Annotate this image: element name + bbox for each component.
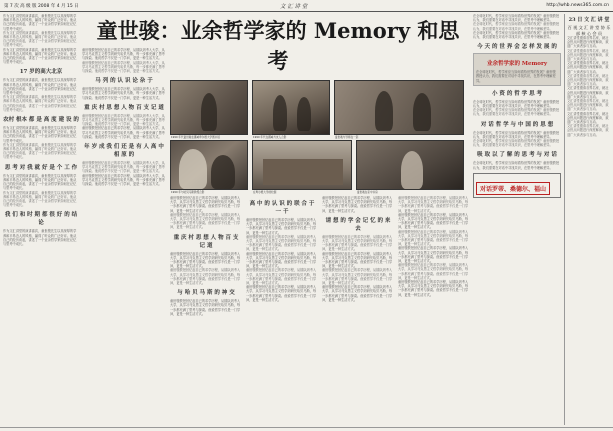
mid-body-3: 童世骏教授回忆起自己的求学历程，从插队到考入大学，从学习马克思主义哲学到研究哈贝马斯，每一步都充满了思考与探索。他说哲学不仅是一门学问，更是一种生活方式。 — [82, 87, 165, 100]
left-body-5: 作为文汇讲堂的演讲嘉宾，童世骏先生以其深厚的学养和平易近人的风格，赢得了听众的广泛好评。他从自己的经历谈起，讲述了一个业余哲学家如何在记忆与思考中成长。 — [3, 95, 77, 112]
right-body-4: 在全球化时代，哲学家应当如何看待世界的发展？童世骏教授认为，我们需要在对话中寻找共识，在思考中理解差异。 — [473, 99, 560, 109]
side-body-2: 文汇讲堂邀请各界名家，就社会热点问题进行深度解读，欢迎广大读者参与互动。 — [567, 48, 609, 62]
left-column — [3, 14, 79, 425]
header-edition: 第 7 次 高 级 版 2008 年 4 月 15 日 — [4, 4, 79, 9]
side-body-6: 文汇讲堂邀请各界名家，就社会热点问题进行深度解读，欢迎广大读者参与互动。 — [567, 99, 609, 112]
photo-library — [170, 80, 248, 139]
side-head: 23 日 文 汇 讲 堂 — [568, 17, 610, 23]
header-section-name: 文 汇 讲 堂 — [280, 4, 308, 10]
mid-body-22: 童世骏教授回忆起自己的求学历程，从插队到考入大学，从学习马克思主义哲学到研究哈贝马斯，每一步都充满了思考与探索。他说哲学不仅是一门学问，更是一种生活方式。 — [322, 285, 393, 302]
side-body-7: 文汇讲堂邀请各界名家，就社会热点问题进行深度解读，欢迎广大读者参与互动。 — [567, 111, 609, 125]
mid-subhead-3: 年 岁 成 我 们 还 是 有 人 高 中 相 原 的 — [84, 144, 164, 159]
mid-body-21: 童世骏教授回忆起自己的求学历程，从插队到考入大学，从学习马克思主义哲学到研究哈贝马斯，每一步都充满了思考与探索。他说哲学不仅是一门学问，更是一种生活方式。 — [322, 268, 393, 286]
right-body-6: 在全球化时代，哲学家应当如何看待世界的发展？童世骏教授认为，我们需要在对话中寻找共识，在思考中理解差异。 — [473, 130, 560, 139]
right-subhead-3: 小 资 的 哲 学 思 考 — [492, 90, 542, 97]
mid-body-13: 童世骏教授回忆起自己的求学历程，从插队到考入大学，从学习马克思主义哲学到研究哈贝马斯，每一步都充满了思考与探索。他说哲学不仅是一门学问，更是一种生活方式。 — [246, 218, 317, 235]
left-body-7: 作为文汇讲堂的演讲嘉宾，童世骏先生以其深厚的学养和平易近人的风格，赢得了听众的广泛好评。他从自己的经历谈起，讲述了一个业余哲学家如何在记忆与思考中成长。 — [3, 142, 77, 160]
photo-caption-1: 1990 年代童世骏在挪威卑尔根大学图书馆 — [171, 136, 220, 139]
side-body-1: 文汇讲堂邀请各界名家，就社会热点问题进行深度解读，欢迎广大读者参与互动。 — [567, 36, 609, 49]
left-body-9: 作为文汇讲堂的演讲嘉宾，童世骏先生以其深厚的学养和平易近人的风格，赢得了听众的广泛好评。他从自己的经历谈起，讲述了一个业余哲学家如何在记忆与思考中成长。 — [3, 190, 77, 208]
mid-body-19: 童世骏教授回忆起自己的求学历程，从插队到考入大学，从学习马克思主义哲学到研究哈贝马斯，每一步都充满了思考与探索。他说哲学不仅是一门学问，更是一种生活方式。 — [322, 234, 393, 252]
mid-subhead-5: 高 中 的 认 识 的 联 合 于 一 千 — [249, 201, 315, 215]
mid-body-14: 童世骏教授回忆起自己的求学历程，从插队到考入大学，从学习马克思主义哲学到研究哈贝马斯，每一步都充满了思考与探索。他说哲学不仅是一门学问，更是一种生活方式。 — [246, 234, 317, 252]
side-body-3: 文汇讲堂邀请各界名家，就社会热点问题进行深度解读，欢迎广大读者参与互动。 — [567, 61, 609, 74]
left-body-4: 作为文汇讲堂的演讲嘉宾，童世骏先生以其深厚的学养和平易近人的风格，赢得了听众的广泛好评。他从自己的经历谈起，讲述了一个业余哲学家如何在记忆与思考中成长。 — [3, 78, 77, 96]
mid-body-10: 童世骏教授回忆起自己的求学历程，从插队到考入大学，从学习马克思主义哲学到研究哈贝马斯，每一步都充满了思考与探索。他说哲学不仅是一门学问，更是一种生活方式。 — [170, 251, 241, 269]
mid-body-24: 童世骏教授回忆起自己的求学历程，从插队到考入大学，从学习马克思主义哲学到研究哈贝马斯，每一步都充满了思考与探索。他说哲学不仅是一门学问，更是一种生活方式。 — [398, 212, 469, 230]
right-body-3: 在全球化时代，哲学家应当如何看待世界的发展？童世骏教授认为，我们需要在对话中寻找共识，在思考中理解差异。 — [473, 30, 560, 40]
mid-col-3 — [246, 196, 318, 425]
mid-subhead-6: 与 哈 贝 马 斯 的 神 交 — [177, 290, 235, 297]
mid-body-20: 童世骏教授回忆起自己的求学历程，从插队到考入大学，从学习马克思主义哲学到研究哈贝马斯，每一步都充满了思考与探索。他说哲学不仅是一门学问，更是一种生活方式。 — [322, 251, 393, 269]
side-column — [564, 14, 611, 425]
side-membership-box: 百 视 文 汇 讲 堂 协 乐 部 核 心 会 员 — [567, 25, 611, 36]
mid-body-8: 童世骏教授回忆起自己的求学历程，从插队到考入大学，从学习马克思主义哲学到研究哈贝马斯，每一步都充满了思考与探索。他说哲学不仅是一门学问，更是一种生活方式。 — [170, 196, 241, 213]
mid-body-26: 童世骏教授回忆起自己的求学历程，从插队到考入大学，从学习马克思主义哲学到研究哈贝马斯，每一步都充满了思考与探索。他说哲学不仅是一门学问，更是一种生活方式。 — [398, 246, 469, 264]
right-subhead-2: 业余哲学家的 Memory — [486, 61, 548, 68]
left-subhead-4: 我 们 和 时 期 都 很 好 的 结 论 — [4, 212, 78, 227]
mid-subhead-4: 重 庆 村 思 想 人 物 百 支 记 道 — [173, 234, 239, 249]
mid-body-17: 童世骏教授回忆起自己的求学历程，从插队到考入大学，从学习马克思主义哲学到研究哈贝马斯，每一步都充满了思考与探索。他说哲学不仅是一门学问，更是一种生活方式。 — [246, 285, 317, 302]
photo-campus — [252, 140, 352, 194]
right-quote-body: 在全球化时代，哲学家应当如何看待世界的发展？童世骏教授认为，我们需要在对话中寻找共识，在思考中理解差异。 — [476, 70, 556, 83]
right-related-box — [473, 173, 561, 198]
mid-body-15: 童世骏教授回忆起自己的求学历程，从插队到考入大学，从学习马克思主义哲学到研究哈贝马斯，每一步都充满了思考与探索。他说哲学不仅是一门学问，更是一种生活方式。 — [246, 251, 317, 269]
mid-col-2 — [170, 196, 242, 425]
mid-body-4: 童世骏教授回忆起自己的求学历程，从插队到考入大学，从学习马克思主义哲学到研究哈贝马斯，每一步都充满了思考与探索。他说哲学不仅是一门学问，更是一种生活方式。 — [82, 113, 165, 127]
photo-caption-3: 童世骏与导师在一起 — [335, 136, 359, 139]
mid-body-23: 童世骏教授回忆起自己的求学历程，从插队到考入大学，从学习马克思主义哲学到研究哈贝马斯，每一步都充满了思考与探索。他说哲学不仅是一门学问，更是一种生活方式。 — [398, 196, 469, 213]
mid-body-2: 童世骏教授回忆起自己的求学历程，从插队到考入大学，从学习马克思主义哲学到研究哈贝马斯，每一步都充满了思考与探索。他说哲学不仅是一门学问，更是一种生活方式。 — [82, 60, 165, 74]
right-subhead-4: 对 话 哲 学 与 中 国 的 思 想 — [480, 121, 554, 128]
mid-subhead-7: 请 想 的 学 会 记 忆 的 来 去 — [325, 217, 391, 232]
left-subhead-2: 农村 根本 都 是 高 度 建 设 的 — [3, 117, 79, 124]
page-header — [0, 0, 613, 12]
photo-study — [356, 140, 464, 194]
photo-caption-4: 1990 年与哈贝马斯教授合影 — [171, 191, 205, 194]
mid-col-5 — [398, 196, 470, 425]
left-body-2: 作为文汇讲堂的演讲嘉宾，童世骏先生以其深厚的学养和平易近人的风格，赢得了听众的广泛好评。他从自己的经历谈起，讲述了一个业余哲学家如何在记忆与思考中成长。 — [3, 30, 77, 48]
mid-body-1: 童世骏教授回忆起自己的求学历程，从插队到考入大学，从学习马克思主义哲学到研究哈贝马斯，每一步都充满了思考与探索。他说哲学不仅是一门学问，更是一种生活方式。 — [82, 48, 165, 61]
mid-body-12: 童世骏教授回忆起自己的求学历程，从插队到考入大学，从学习马克思主义哲学到研究哈贝马斯，每一步都充满了思考与探索。他说哲学不仅是一门学问，更是一种生活方式。 — [170, 299, 241, 316]
side-body-4: 文汇讲堂邀请各界名家，就社会热点问题进行深度解读，欢迎广大读者参与互动。 — [567, 73, 609, 87]
left-body-10: 作为文汇讲堂的演讲嘉宾，童世骏先生以其深厚的学养和平易近人的风格，赢得了听众的广泛好评。他从自己的经历谈起，讲述了一个业余哲学家如何在记忆与思考中成长。 — [3, 229, 77, 246]
right-column — [473, 14, 561, 425]
left-subhead-3: 思 考 对 我 就 好 是 个 工 作 — [4, 164, 78, 171]
mid-body-18: 童世骏教授回忆起自己的求学历程，从插队到考入大学，从学习马克思主义哲学到研究哈贝马斯，每一步都充满了思考与探索。他说哲学不仅是一门学问，更是一种生活方式。 — [322, 196, 393, 213]
right-subhead-1: 今 天 的 世 界 会 怎 样 发 展 的 — [477, 44, 557, 51]
photo-caption-2: 1990 年代在挪威与友人合影 — [253, 136, 287, 139]
right-body-5: 在全球化时代，哲学家应当如何看待世界的发展？童世骏教授认为，我们需要在对话中寻找共识，在思考中理解差异。 — [473, 108, 560, 117]
mid-subhead-1: 马 列 的 认 识 论 杂 于 — [95, 78, 153, 85]
mid-body-16: 童世骏教授回忆起自己的求学历程，从插队到考入大学，从学习马克思主义哲学到研究哈贝马斯，每一步都充满了思考与探索。他说哲学不仅是一门学问，更是一种生活方式。 — [246, 268, 317, 286]
left-subhead-1: 17 岁的高大北京 — [19, 69, 63, 76]
mid-body-25: 童世骏教授回忆起自己的求学历程，从插队到考入大学，从学习马克思主义哲学到研究哈贝马斯，每一步都充满了思考与探索。他说哲学不仅是一门学问，更是一种生活方式。 — [398, 229, 469, 247]
page-title: 童世骏：业余哲学家的 Memory 和思考 — [96, 18, 460, 73]
mid-body-28: 童世骏教授回忆起自己的求学历程，从插队到考入大学，从学习马克思主义哲学到研究哈贝马斯，每一步都充满了思考与探索。他说哲学不仅是一门学问，更是一种生活方式。 — [398, 280, 469, 297]
photo-grid — [170, 80, 470, 192]
right-quote-box — [473, 53, 561, 86]
photo-caption-6: 童世骏在家中书房 — [357, 191, 378, 194]
header-url: http://whb.news365.com.cn — [546, 3, 609, 8]
right-body-1: 在全球化时代，哲学家应当如何看待世界的发展？童世骏教授认为，我们需要在对话中寻找共识，在思考中理解差异。 — [473, 14, 560, 23]
photo-friends — [252, 80, 330, 139]
footer-rule — [0, 427, 613, 431]
photo-habermas — [170, 140, 248, 194]
side-body-5: 文汇讲堂邀请各界名家，就社会热点问题进行深度解读，欢迎广大读者参与互动。 — [567, 86, 609, 99]
right-body-2: 在全球化时代，哲学家应当如何看待世界的发展？童世骏教授认为，我们需要在对话中寻找共识，在思考中理解差异。 — [473, 22, 560, 31]
mid-subhead-2: 重 庆 村 思 想 人 物 百 支 记 道 — [84, 104, 164, 111]
mid-body-27: 童世骏教授回忆起自己的求学历程，从插队到考入大学，从学习马克思主义哲学到研究哈贝马斯，每一步都充满了思考与探索。他说哲学不仅是一门学问，更是一种生活方式。 — [398, 263, 469, 280]
left-body-3: 作为文汇讲堂的演讲嘉宾，童世骏先生以其深厚的学养和平易近人的风格，赢得了听众的广泛好评。他从自己的经历谈起，讲述了一个业余哲学家如何在记忆与思考中成长。 — [3, 47, 77, 65]
photo-caption-5: 在卑尔根大学的校园 — [253, 191, 277, 194]
mid-body-6: 童世骏教授回忆起自己的求学历程，从插队到考入大学，从学习马克思主义哲学到研究哈贝马斯，每一步都充满了思考与探索。他说哲学不仅是一门学问，更是一种生活方式。 — [82, 161, 165, 174]
right-subhead-5: 吸 取 以 了 解 的 思 考 与 对 话 — [477, 152, 557, 159]
right-related-title: 对话罗蒂、桑德尔、福山 — [476, 182, 550, 195]
mid-body-9: 童世骏教授回忆起自己的求学历程，从插队到考入大学，从学习马克思主义哲学到研究哈贝马斯，每一步都充满了思考与探索。他说哲学不仅是一门学问，更是一种生活方式。 — [170, 212, 241, 230]
mid-col-1 — [82, 48, 166, 425]
mid-body-11: 童世骏教授回忆起自己的求学历程，从插队到考入大学，从学习马克思主义哲学到研究哈贝马斯，每一步都充满了思考与探索。他说哲学不仅是一门学问，更是一种生活方式。 — [170, 268, 241, 286]
mid-body-5: 童世骏教授回忆起自己的求学历程，从插队到考入大学，从学习马克思主义哲学到研究哈贝马斯，每一步都充满了思考与探索。他说哲学不仅是一门学问，更是一种生活方式。 — [82, 126, 165, 139]
mid-col-4 — [322, 196, 394, 425]
left-body-1: 作为文汇讲堂的演讲嘉宾，童世骏先生以其深厚的学养和平易近人的风格，赢得了听众的广泛好评。他从自己的经历谈起，讲述了一个业余哲学家如何在记忆与思考中成长。 — [3, 14, 77, 31]
left-body-6: 作为文汇讲堂的演讲嘉宾，童世骏先生以其深厚的学养和平易近人的风格，赢得了听众的广泛好评。他从自己的经历谈起，讲述了一个业余哲学家如何在记忆与思考中成长。 — [3, 126, 77, 143]
right-body-8: 在全球化时代，哲学家应当如何看待世界的发展？童世骏教授认为，我们需要在对话中寻找共识，在思考中理解差异。 — [473, 161, 560, 170]
right-body-7: 在全球化时代，哲学家应当如何看待世界的发展？童世骏教授认为，我们需要在对话中寻找共识，在思考中理解差异。 — [473, 139, 560, 148]
left-body-8: 作为文汇讲堂的演讲嘉宾，童世骏先生以其深厚的学养和平易近人的风格，赢得了听众的广泛好评。他从自己的经历谈起，讲述了一个业余哲学家如何在记忆与思考中成长。 — [3, 173, 77, 191]
photo-with-mentor — [334, 80, 464, 139]
side-body-8: 文汇讲堂邀请各界名家，就社会热点问题进行深度解读，欢迎广大读者参与互动。 — [567, 124, 609, 137]
mid-body-7: 童世骏教授回忆起自己的求学历程，从插队到考入大学，从学习马克思主义哲学到研究哈贝马斯，每一步都充满了思考与探索。他说哲学不仅是一门学问，更是一种生活方式。 — [82, 173, 165, 187]
